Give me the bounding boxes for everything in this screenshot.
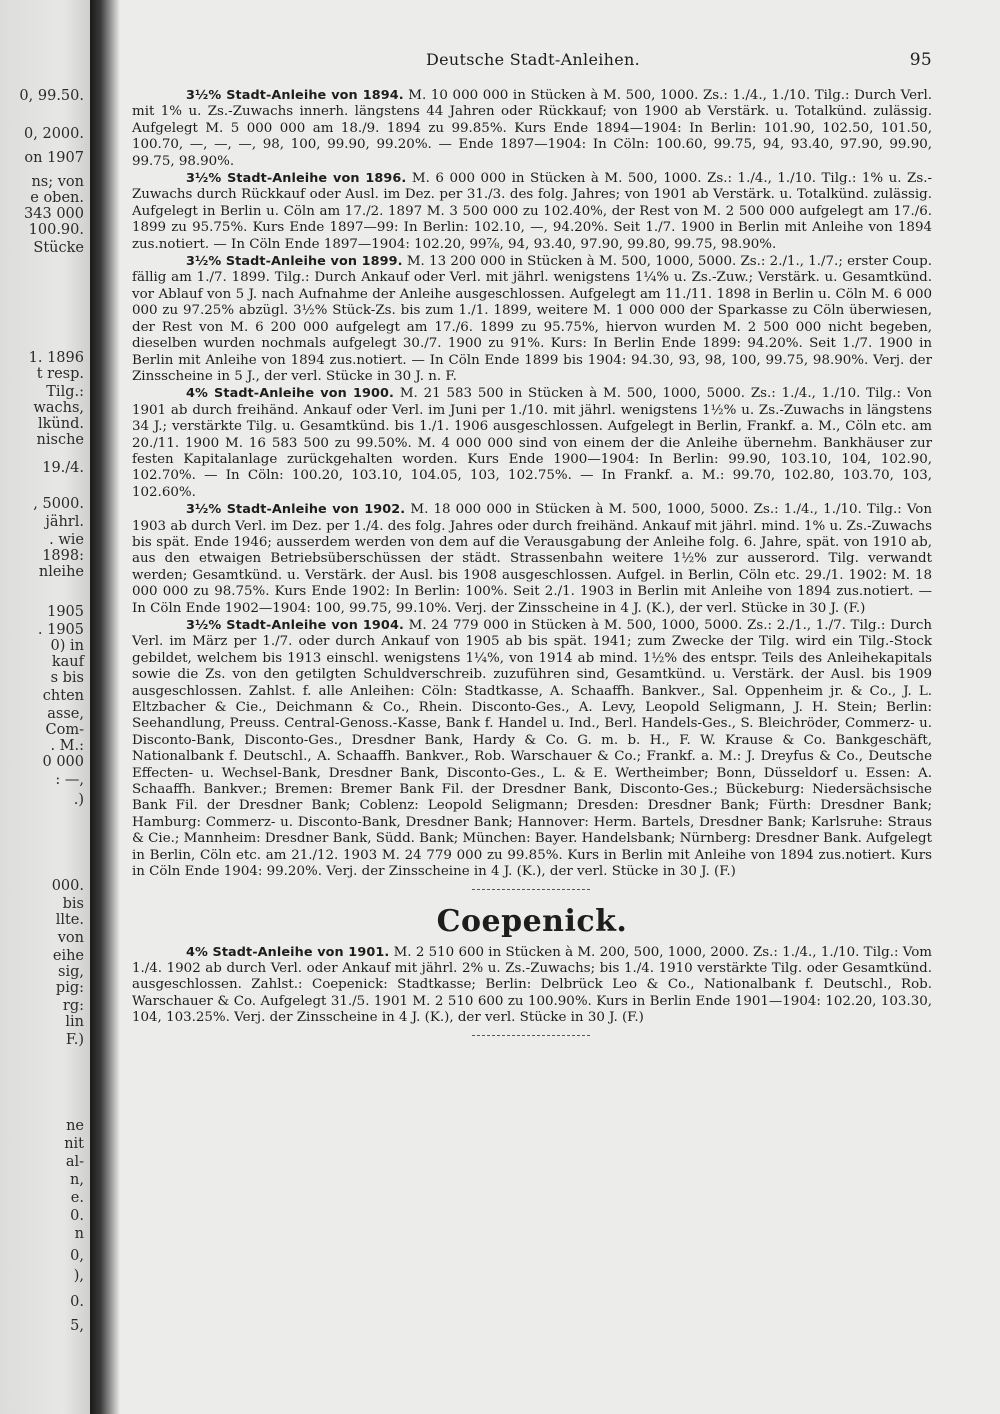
entry-text: M. 24 779 000 in Stücken à M. 500, 1000, 5000. Zs.: 2./1., 1./7. Tilg.: Durch Verl. im März per 1./7. oder durch Ankauf von 1905 ab bis spät. 1941; zum Zwecke der Tilg. wird ein Tilg.-Stock gebildet, welchem bis 1913 einschl. wenigstens 1¼%, von 1914 ab mind. 1½% des entspr. Teils des Anleihekapitals sowie die Zs. von den getilgten Schuldverschreib. zuzuführen sind, Gesamtkünd. u. Verstärk. der Ausl. bis 1909 ausgeschlossen. Zahlst. f. alle Anleihen: Cöln: Stadtkasse, A. Schaaffh. Bankver., Sal. Oppenheim jr. & Co., J. L. Eltzbacher & Cie., Deichmann & Co., Rhein. Disconto-Ges., A. Levy, Leopold Seligmann, J. H. Stein; Berlin: Seehandlung, Preuss. Central-Genoss.-Kasse, Bank f. Handel u. Ind., Berl. Handels-Ges., S. Bleichröder, Commerz- u. Disconto-Bank, Disconto-Ges., Dresdner Bank, Hardy & Co. G. m. b. H., F. W. Krause & Co. Bankgeschäft, Nationalbank f. Deutschl., A. Schaaffh. Bankver., Rob. Warschauer & Co.; Frankf. a. M.: J. Dreyfus & Co., Deutsche Effecten- u. Wechsel-Bank, Dresdner Bank, Disconto-Ges., L. & E. Wertheimber; Bonn, Düsseldorf u. Essen: A. Schaaffh. Bankver.; Bremen: Bremer Bank Fil. der Dresdner Bank, Disconto-Ges.; Bückeburg: Niedersächsische Bank Fil. der Dresdner Bank; Coblenz: Leopold Seligmann; Dresden: Dresdner Bank; Fürth: Dresdner Bank; Hamburg: Commerz- u. Disconto-Bank, Dresdner Bank; Hannover: Herm. Bartels, Dresdner Bank; Karlsruhe: Straus & Cie.; Mannheim: Dresdner Bank, Südd. Bank; München: Bayer. Handelsbank; Nürnberg: Dresdner Bank. Aufgelegt in Berlin, Cöln etc. am 21./12. 1903 M. 24 779 000 zu 99.85%. Kurs in Berlin mit Anleihe von 1894 zus.notiert. Kurs in Cöln Ende 1904: 99.20%. Verj. der Zinsscheine in 4 J. (K.), der verl. Stücke in 30 J. (F.) [132, 618, 932, 880]
left-margin-fragment: 1905 [47, 604, 84, 620]
entry-heading: 3½% Stadt-Anleihe von 1904. [186, 618, 404, 633]
city-heading: Coepenick. [436, 903, 628, 939]
entry-1902 [132, 502, 932, 617]
left-margin-fragment: bis [62, 896, 84, 912]
page-number: 95 [909, 50, 932, 70]
entry-text: M. 21 583 500 in Stücken à M. 500, 1000, 5000. Zs.: 1./4., 1./10. Tilg.: Von 1901 ab durch freihänd. Ankauf oder Verl. im Juni per 1./10. mit jährl. wenigstens 1½% u. Zs.-Zuwachs in längstens 34 J.; verstärkte Tilg. u. Gesamtkünd. bis 1./1. 1906 ausgeschlossen. Aufgelegt in Berlin, Frankf. a. M., Cöln etc. am 20./11. 1900 M. 16 583 500 zu 99.50%. M. 4 000 000 sind von einem der die Anleihe übernehm. Bankhäuser zur festen Kapitalanlage zurückgehalten worden. Kurs Ende 1900—1904: In Berlin: 99.90, 103.10, 104, 102.90, 102.70%. — In Cöln: 100.20, 103.10, 104.05, 103, 102.75%. — In Frankf. a. M.: 99.70, 102.80, 103.70, 103, 102.60%. [132, 386, 932, 500]
left-margin-fragment: n [74, 1226, 84, 1242]
entry-text: M. 13 200 000 in Stücken à M. 500, 1000, 5000. Zs.: 2./1., 1./7.; erster Coup. fällig am 1./7. 1899. Tilg.: Durch Ankauf oder Verl. mit jährl. wenigstens 1¼% u. Zs.-Zuw.; Verstärk. u. Gesamtkünd. vor Ablauf von 5 J. nach Aufnahme der Anleihe ausgeschlossen. Aufgelegt am 11./11. 1898 in Berlin u. Cöln M. 6 000 000 zu 97.25% abzügl. 3½% Stück-Zs. bis zum 1./1. 1899, weitere M. 1 000 000 der Sparkasse zu Cöln überwiesen, der Rest von M. 6 200 000 aufgelegt am 17./6. 1899 zu 95.75%, hiervon wurden M. 2 500 000 nicht begeben, dieselben wurden nochmals aufgelegt 30./7. 1900 zu 91%. Kurs: In Berlin Ende 1899: 94.20%. Seit 1./7. 1900 in Berlin mit Anleihe von 1894 zus.notiert. — In Cöln Ende 1899 bis 1904: 94.30, 93, 98, 100, 99.75, 98.90%. Verj. der Zinsscheine in 5 J., der verl. Stücke in 30 J. n. F. [132, 254, 933, 384]
left-margin-fragment: von [57, 930, 84, 946]
running-head [128, 50, 936, 70]
left-margin-fragment: Tilg.: [46, 384, 84, 400]
entry-text: M. 6 000 000 in Stücken à M. 500, 1000. Zs.: 1./4., 1./10. Tilg.: 1% u. Zs.-Zuwachs durch Rückkauf oder Ausl. im Dez. per 31./3. des folg. Jahres; von 1901 ab Verstärk. u. Totalkünd. zulässig. Aufgelegt in Berlin u. Cöln am 17./2. 1897 M. 3 500 000 zu 102.40%, der Rest von M. 2 500 000 aufgelegt am 17./6. 1899 zu 95.75%. Kurs Ende 1897—99: In Berlin: 102.10, —, 94.20%. Seit 1./7. 1900 in Berlin mit Anleihe von 1894 zus.notiert. — In Cöln Ende 1897—1904: 102.20, 99⅞, 94, 93.40, 97.90, 99.80, 99.75, 98.90%. [132, 171, 932, 252]
left-margin-fragment: e oben. [30, 190, 84, 206]
left-margin-fragment: 0, 2000. [24, 126, 84, 142]
left-margin-fragment: 100.90. [28, 222, 84, 238]
left-margin-fragment: 000. [51, 878, 84, 894]
left-margin-fragment: n, [70, 1172, 84, 1188]
left-margin-fragment: nleihe [38, 564, 84, 580]
left-margin-fragment: . wie [49, 532, 84, 548]
entry-text: M. 18 000 000 in Stücken à M. 500, 1000, 5000. Zs.: 1./4., 1./10. Tilg.: Von 1903 ab durch Verl. im Dez. per 1./4. des folg. Jahres oder durch freihänd. Ankauf mit jährl. mind. 1% u. Zs.-Zuwachs bis spät. Ende 1946; ausserdem werden von dem auf die Verausgabung der Anleihe folg. 6. Jahre, spät. von 1910 ab, aus den etwaigen Betriebsüberschüssen der städt. Strassenbahn weitere 1½% zur ausserord. Tilg. verwandt werden; Gesamtkünd. u. Verstärk. der Ausl. bis 1908 ausgeschlossen. Aufgel. in Berlin, Cöln etc. 29./1. 1902: M. 18 000 000 zu 98.75%. Kurs Ende 1902: In Berlin: 100%. Seit 2./1. 1903 in Berlin mit Anleihe von 1894 zus.notiert. — In Cöln Ende 1902—1904: 100, 99.75, 99.10%. Verj. der Zinsscheine in 4 J. (K.), der verl. Stücke in 30 J. (F.) [132, 502, 932, 616]
page-body [132, 88, 932, 1044]
left-margin-fragment: 1. 1896 [28, 350, 84, 366]
left-margin-fragment: 0, 99.50. [19, 88, 84, 104]
entry-1904 [132, 618, 932, 881]
left-margin-fragment: . 1905 [37, 622, 84, 638]
left-margin-fragment: rg: [62, 998, 84, 1014]
book-gutter [90, 0, 120, 1414]
left-margin-fragment: 1898: [42, 548, 84, 564]
left-margin-fragment: ), [73, 1268, 84, 1284]
left-margin-fragment: 0 000 [42, 754, 84, 770]
entry-heading: 3½% Stadt-Anleihe von 1894. [186, 88, 404, 103]
left-margin-fragment: Com- [45, 722, 84, 738]
left-margin-fragment: ne [66, 1118, 84, 1134]
left-margin-fragment: .) [73, 792, 84, 808]
left-margin-fragment: al- [65, 1154, 84, 1170]
running-head-title: Deutsche Stadt-Anleihen. [426, 50, 640, 69]
left-page-margin-strip [0, 0, 90, 1414]
left-margin-fragment: nit [64, 1136, 84, 1152]
left-margin-fragment: F.) [65, 1032, 84, 1048]
left-margin-fragment: s bis [50, 670, 84, 686]
left-margin-fragment: 0) in [50, 638, 84, 654]
left-margin-fragment: pig: [55, 980, 84, 996]
left-margin-fragment: . M.: [50, 738, 84, 754]
entry-1894 [132, 88, 932, 170]
left-margin-fragment: 0, [70, 1248, 84, 1264]
left-margin-fragment: lin [65, 1014, 84, 1030]
left-margin-fragment: llte. [55, 912, 84, 928]
left-margin-fragment: 0. [70, 1208, 84, 1224]
entry-1896 [132, 171, 932, 253]
left-margin-fragment: t resp. [36, 366, 84, 382]
left-margin-fragment: Stücke [33, 240, 84, 256]
left-margin-fragment: : —, [55, 772, 84, 788]
entry-1900 [132, 386, 932, 501]
left-margin-fragment: kauf [51, 654, 84, 670]
page-content [128, 0, 936, 1414]
left-margin-fragment: ns; von [31, 174, 84, 190]
left-margin-fragment: jährl. [45, 514, 84, 530]
left-margin-fragment: on 1907 [24, 150, 84, 166]
left-margin-fragment: sig, [58, 964, 84, 980]
entry-heading: 3½% Stadt-Anleihe von 1902. [186, 502, 406, 518]
entry-heading: 3½% Stadt-Anleihe von 1899. [186, 254, 403, 270]
end-divider [472, 1035, 592, 1036]
entry-heading: 4% Stadt-Anleihe von 1901. [186, 944, 390, 960]
left-margin-fragment: 0. [70, 1294, 84, 1310]
left-margin-fragment: wachs, [33, 400, 84, 416]
left-margin-fragment: asse, [47, 706, 84, 722]
left-margin-fragment: lkünd. [38, 416, 84, 432]
left-margin-fragment: nische [36, 432, 84, 448]
left-margin-fragment: chten [42, 688, 84, 704]
entry-text: M. 10 000 000 in Stücken à M. 500, 1000. Zs.: 1./4., 1./10. Tilg.: Durch Verl. mit 1% u. Zs.-Zuwachs innerh. längstens 44 Jahren oder Rückkauf; von 1900 ab Verstärk. u. Totalkünd. zulässig. Aufgelegt M. 5 000 000 am 18./9. 1894 zu 99.85%. Kurs Ende 1894—1904: In Berlin: 101.90, 102.50, 101.50, 100.70, —, —, —, 98, 100, 99.90, 99.20%. — Ende 1897—1904: In Cöln: 100.60, 99.75, 94, 93.40, 97.90, 99.90, 99.75, 98.90%. [132, 88, 932, 169]
left-margin-fragment: e. [70, 1190, 84, 1206]
left-margin-fragment: 5, [70, 1318, 84, 1334]
entry-heading: 3½% Stadt-Anleihe von 1896. [186, 171, 407, 187]
left-margin-fragment: , 5000. [33, 496, 84, 512]
left-margin-fragment: eihe [52, 948, 84, 964]
entry-coepenick-1901 [132, 945, 932, 1027]
left-margin-fragment: 19./4. [42, 460, 84, 476]
section-divider [472, 889, 592, 890]
entry-heading: 4% Stadt-Anleihe von 1900. [186, 386, 394, 402]
entry-text: M. 2 510 600 in Stücken à M. 200, 500, 1000, 2000. Zs.: 1./4., 1./10. Tilg.: Vom 1./4. 1902 ab durch Verl. oder Ankauf mit jährl. 2% u. Zs.-Zuwachs; bis 1./4. 1910 verstärkte Tilg. oder Gesamtkünd. ausgeschlossen. Zahlst.: Coepenick: Stadtkasse; Berlin: Delbrück Leo & Co., Nationalbank f. Deutschl., Rob. Warschauer & Co. Aufgelegt 31./5. 1901 M. 2 510 600 zu 100.90%. Kurs in Berlin Ende 1901—1904: 102.20, 103.30, 104, 103.25%. Verj. der Zinsscheine in 4 J. (K.), der verl. Stücke in 30 J. (F.) [132, 944, 932, 1026]
left-margin-fragment: 343 000 [24, 206, 84, 222]
entry-1899 [132, 254, 932, 385]
